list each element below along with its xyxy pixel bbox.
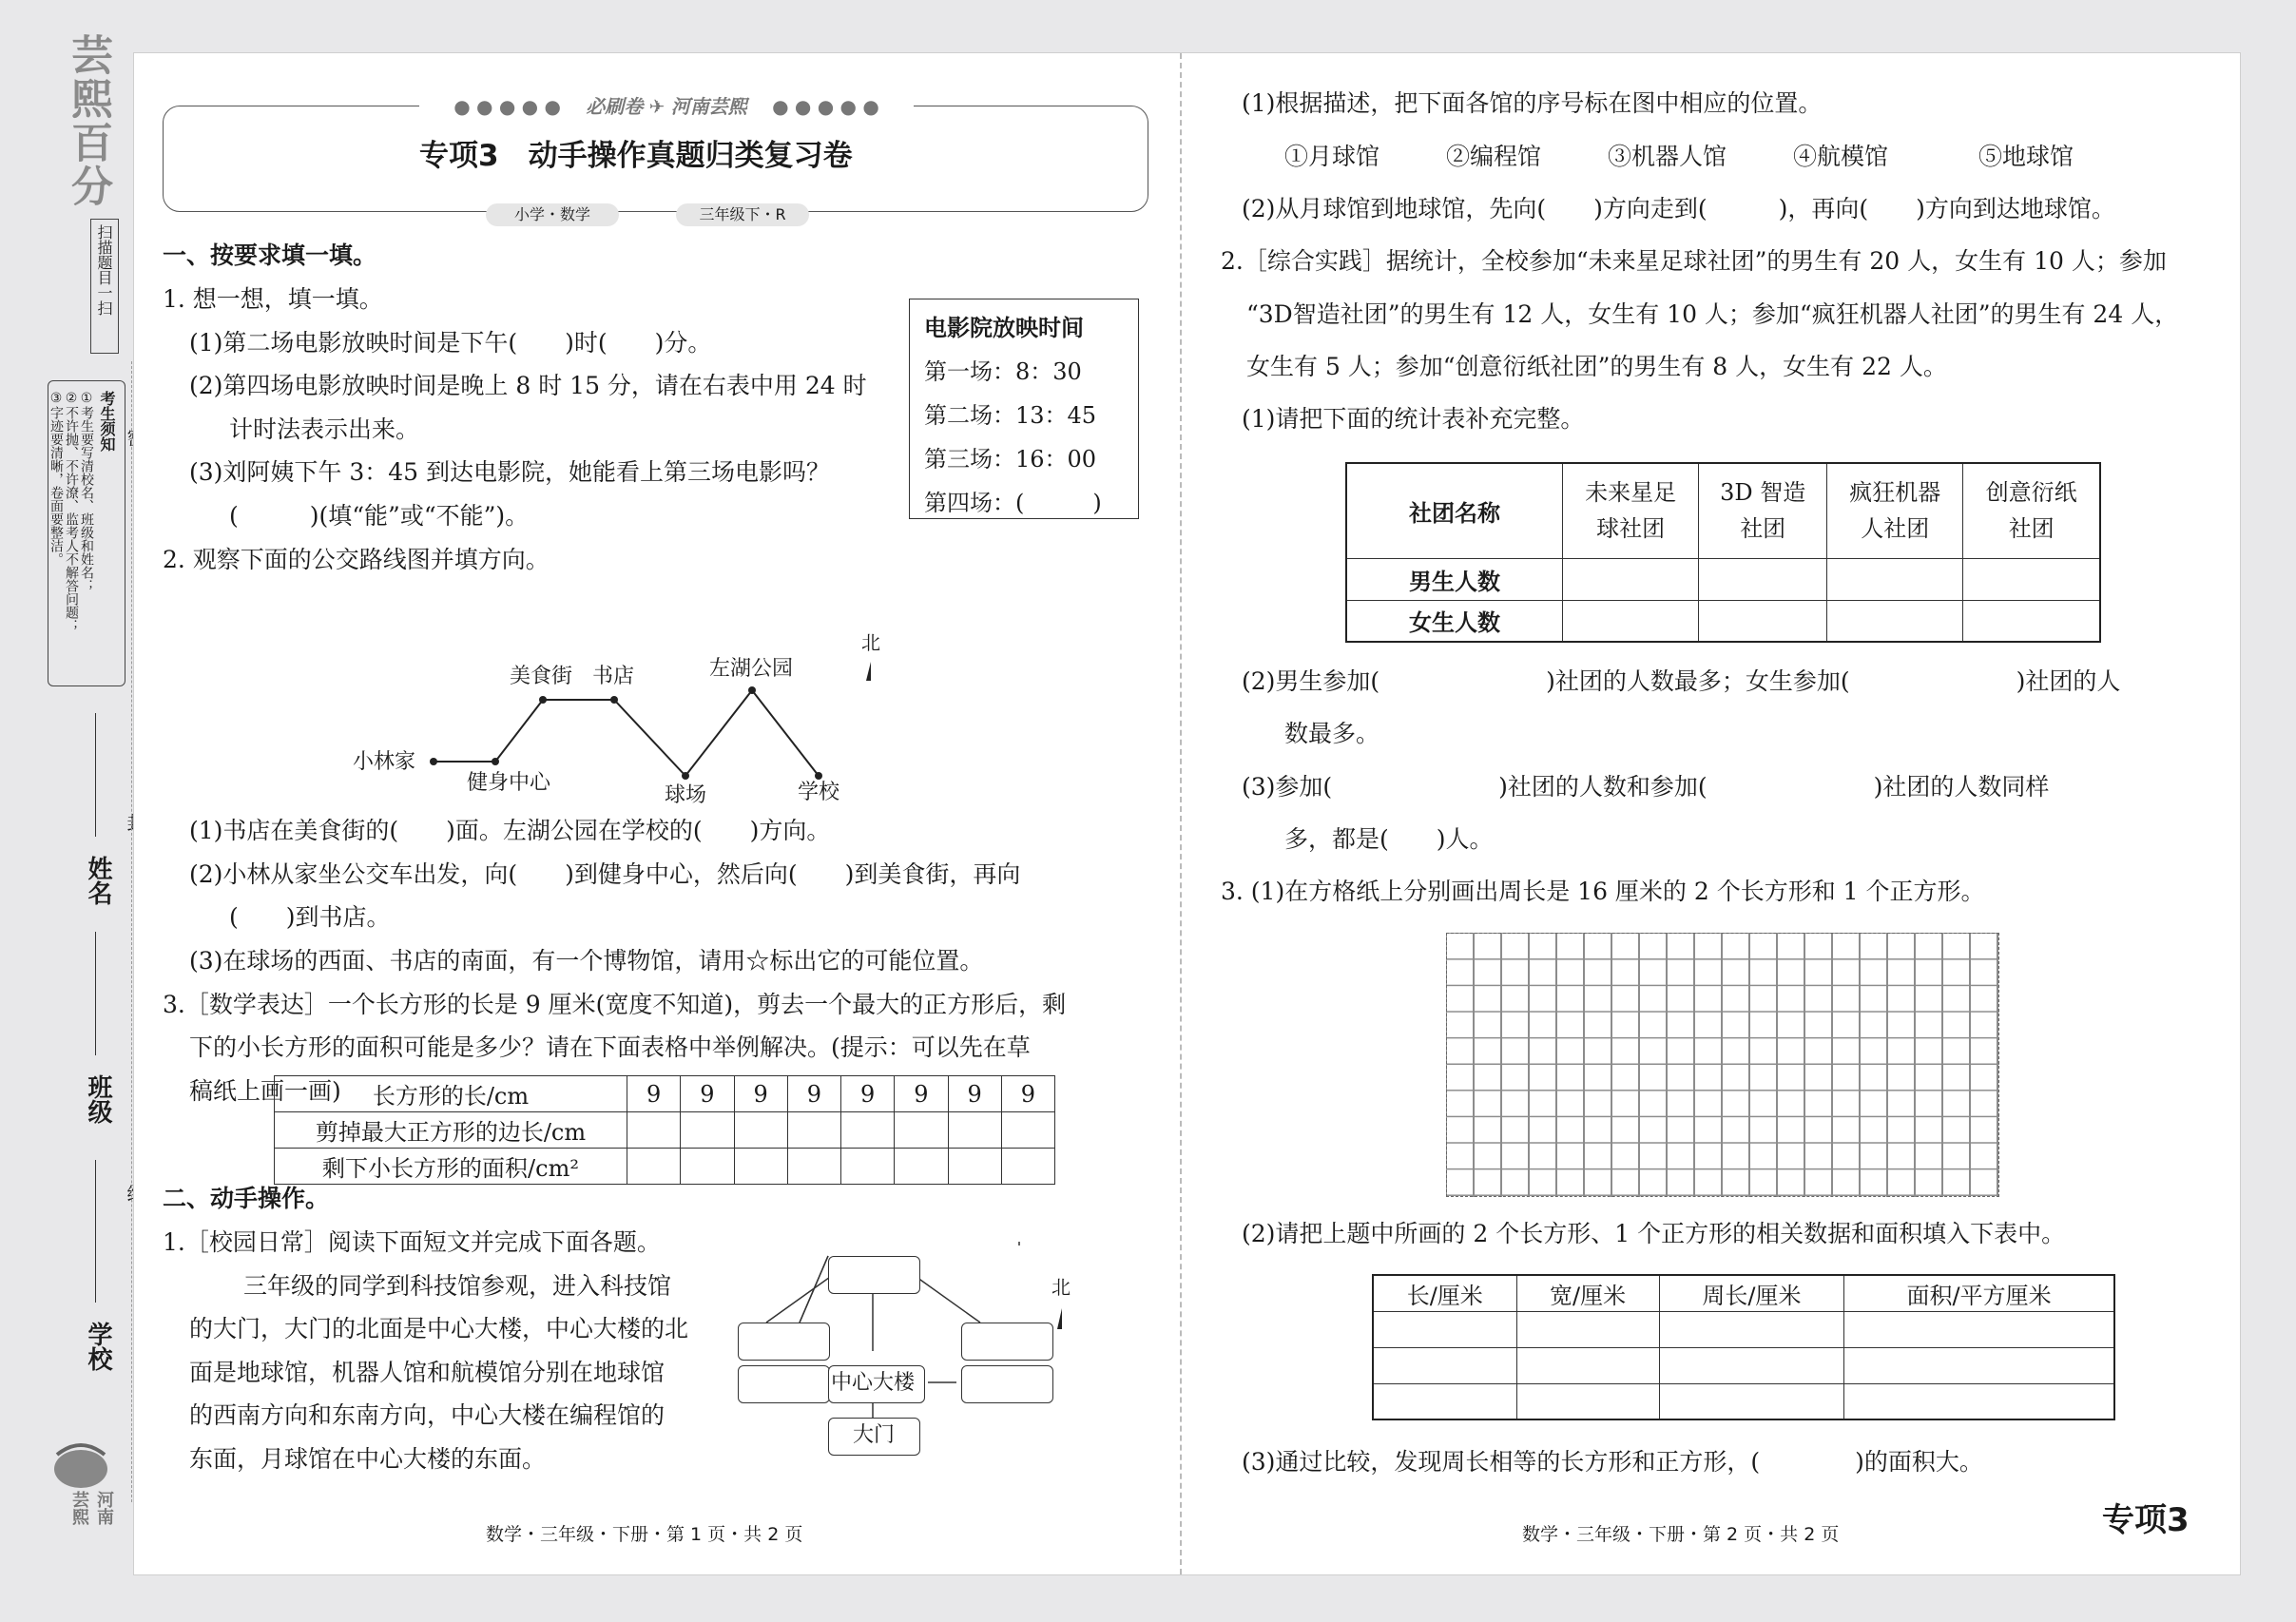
name-field-line[interactable] [95, 713, 96, 837]
topic-badge: 专项3 [2102, 1501, 2190, 1539]
table-row [1346, 463, 2100, 558]
q3-line-b: 下的小长方形的面积可能是多少？请在下面表格中举例解决。(提示：可以先在草 [189, 1033, 1031, 1061]
answer-cell[interactable] [1827, 600, 1963, 642]
q1-part-2a: (2)第四场电影放映时间是晚上 8 时 15 分，请在右表中用 24 时 [189, 372, 867, 399]
row-label-remaining-area: 剩下小长方形的面积/cm² [275, 1149, 627, 1185]
q2-part-2a: (2)小林从家坐公交车出发，向( )到健身中心，然后向( )到美食街，再向 [189, 860, 1021, 888]
row-girls: 女生人数 [1346, 600, 1563, 642]
answer-cell[interactable] [1699, 600, 1827, 642]
answer-cell[interactable] [1516, 1311, 1659, 1347]
subject-tag: 小学・数学 [486, 203, 619, 226]
answer-cell[interactable] [734, 1149, 787, 1185]
hall-1: ①月球馆 [1284, 143, 1380, 170]
table-row [1346, 558, 2100, 600]
p1-line-4: 的西南方向和东南方向，中心大楼在编程馆的 [189, 1401, 666, 1429]
table-row [1373, 1311, 2114, 1347]
scan-label: 扫描题目一扫 [95, 224, 113, 316]
answer-cell[interactable] [1659, 1311, 1844, 1347]
club-name-2b: 社团 [1740, 515, 1786, 543]
hall-box-east-upper[interactable] [961, 1323, 1053, 1361]
north-arrow-icon [866, 662, 871, 681]
vertical-logo: 芸熙百分 [64, 33, 112, 208]
answer-cell[interactable] [1516, 1347, 1659, 1383]
school-field-line[interactable] [95, 1160, 96, 1303]
notice-line-3: ③字迹要清晰，卷面要整洁。 [48, 391, 64, 566]
r1-part-2: (2)从月球馆到地球馆，先向( )方向走到( )，再向( )方向到达地球馆。 [1242, 195, 2115, 222]
table-row [1373, 1275, 2114, 1311]
answer-cell[interactable] [1001, 1149, 1054, 1185]
hall-box-west-upper[interactable] [738, 1323, 830, 1361]
scan-box [90, 219, 119, 354]
hall-3: ③机器人馆 [1608, 143, 1727, 170]
club-name-cell [1563, 463, 1699, 558]
table-row [1373, 1383, 2114, 1419]
row-boys: 男生人数 [1346, 558, 1563, 600]
stop-zuohu: 左湖公园 [709, 657, 794, 681]
stop-jianshen: 健身中心 [467, 771, 551, 795]
p1-line-3: 面是地球馆，机器人馆和航模馆分别在地球馆 [189, 1359, 666, 1386]
answer-cell[interactable] [627, 1149, 681, 1185]
answer-cell[interactable] [948, 1149, 1001, 1185]
club-name-cell [1827, 463, 1963, 558]
answer-cell[interactable] [1963, 600, 2100, 642]
class-field-label: 班级 [84, 1074, 112, 1124]
binding-gutter [38, 19, 133, 1578]
answer-cell[interactable] [627, 1112, 681, 1149]
dashed-seal-line [131, 361, 132, 1502]
length-cell: 9 [627, 1076, 681, 1112]
answer-cell[interactable] [734, 1112, 787, 1149]
stop-dot [539, 696, 547, 704]
schedule-row-4: 第四场：( ) [924, 490, 1102, 516]
q1-part-3a: (3)刘阿姨下午 3：45 到达电影院，她能看上第三场电影吗？ [189, 458, 831, 486]
hall-4: ④航模馆 [1793, 143, 1889, 170]
club-name-1a: 未来星足 [1585, 479, 1677, 507]
grid-q-part-3: (3)通过比较，发现周长相等的长方形和正方形，( )的面积大。 [1242, 1448, 1983, 1476]
q2-title: 2. 观察下面的公交路线图并填方向。 [163, 546, 550, 573]
length-cell: 9 [681, 1076, 734, 1112]
stop-shudian: 书店 [592, 665, 635, 688]
stop-qiuchang: 球场 [665, 783, 707, 807]
table-row [275, 1112, 1055, 1149]
club-name-1b: 球社团 [1596, 515, 1666, 543]
hall-box-top[interactable] [1018, 1244, 1020, 1245]
stop-dot [430, 758, 437, 765]
p1-line-1: 三年级的同学到科技馆参观，进入科技馆 [243, 1272, 672, 1300]
q1-part-1: (1)第二场电影放映时间是下午( )时( )分。 [189, 329, 712, 357]
exam-sheet [133, 52, 2241, 1575]
stop-dot [492, 758, 499, 765]
museum-map [743, 1242, 1161, 1498]
school-field-label: 学校 [84, 1322, 112, 1371]
publisher-logo [48, 1436, 114, 1531]
answer-cell[interactable] [1844, 1311, 2114, 1347]
name-field-label: 姓名 [84, 856, 112, 905]
club-q-part-2a: (2)男生参加( )社团的人数最多；女生参加( )社团的人 [1242, 667, 2121, 695]
header-perimeter: 周长/厘米 [1659, 1275, 1844, 1311]
q1-title: 1. 想一想，填一填。 [163, 285, 383, 313]
answer-cell[interactable] [841, 1112, 895, 1149]
club-q-part-3b: 多，都是( )人。 [1284, 825, 1494, 853]
north-label: 北 [861, 631, 880, 654]
schedule-box [909, 299, 1139, 519]
club-q-part-1: (1)请把下面的统计表补充完整。 [1242, 405, 1585, 433]
club-name-cell [1963, 463, 2100, 558]
row-label-square-side: 剪掉最大正方形的边长/cm [275, 1112, 627, 1149]
p1-line-5: 东面，月球馆在中心大楼的东面。 [189, 1445, 547, 1473]
q2-part-3: (3)在球场的西面、书店的南面，有一个博物馆，请用☆标出它的可能位置。 [189, 947, 984, 975]
club-q-line-b: “3D智造社团”的男生有 12 人，女生有 10 人；参加“疯狂机器人社团”的男生有 24 人， [1246, 300, 2179, 328]
answer-cell[interactable] [1373, 1383, 1516, 1419]
club-q-part-2b: 数最多。 [1284, 720, 1380, 747]
length-cell: 9 [841, 1076, 895, 1112]
publisher-logo-icon [48, 1436, 114, 1493]
q2-part-2b: ( )到书店。 [229, 903, 391, 931]
page-title: 专项3 动手操作真题归类复习卷 [419, 139, 853, 173]
answer-cell[interactable] [1844, 1347, 2114, 1383]
q3-line-c: 稿纸上画一画) [189, 1077, 341, 1105]
notice-line-1: ①考生要写清校名、班级和姓名； [79, 391, 94, 592]
rect-table [274, 1075, 1055, 1185]
club-name-cell [1699, 463, 1827, 558]
answer-cell[interactable] [1516, 1383, 1659, 1419]
header-area: 面积/平方厘米 [1844, 1275, 2114, 1311]
answer-cell[interactable] [1844, 1383, 2114, 1419]
center-building-label: 中心大楼 [831, 1371, 916, 1395]
grid-q-part-1: 3. (1)在方格纸上分别画出周长是 16 厘米的 2 个长方形和 1 个正方形。 [1221, 878, 1985, 905]
header-width: 宽/厘米 [1516, 1275, 1659, 1311]
north-arrow-icon [1057, 1308, 1062, 1329]
left-footer: 数学・三年级・下册・第 1 页・共 2 页 [486, 1524, 803, 1545]
table-row [1346, 600, 2100, 642]
answer-cell[interactable] [895, 1112, 948, 1149]
notice-title: 考生须知 [98, 391, 116, 452]
stop-xuexiao: 学校 [798, 781, 840, 804]
graph-paper[interactable] [1446, 933, 1999, 1197]
hall-5: ⑤地球馆 [1978, 143, 2074, 170]
center-building-box [828, 1365, 925, 1403]
hall-box-top-center[interactable] [828, 1256, 920, 1294]
stop-meishijie: 美食街 [510, 665, 573, 688]
publisher-logo-text: 河南芸熙 [69, 1491, 114, 1525]
stop-dot [748, 686, 756, 694]
answer-cell[interactable] [1563, 558, 1699, 600]
club-q-line-c: 女生有 5 人；参加“创意衍纸社团”的男生有 8 人，女生有 22 人。 [1246, 353, 1947, 380]
hall-box-east-lower[interactable] [961, 1365, 1053, 1403]
p1-head: 1.［校园日常］阅读下面短文并完成下面各题。 [163, 1228, 661, 1256]
publisher-strip: ● ● ● ● ● 必刷卷 ✈ 河南芸熙 ● ● ● ● ● [419, 91, 914, 120]
hall-2: ②编程馆 [1446, 143, 1542, 170]
q1-part-3b: ( )(填“能”或“不能”)。 [229, 502, 530, 530]
header-length: 长/厘米 [1373, 1275, 1516, 1311]
notice-box [48, 380, 125, 686]
publisher-mark: 必刷卷 [586, 95, 644, 118]
schedule-row-2: 第二场：13：45 [924, 402, 1097, 429]
answer-cell[interactable] [1963, 558, 2100, 600]
table-row [275, 1149, 1055, 1185]
row-label-length: 长方形的长/cm [275, 1076, 627, 1112]
club-name-3a: 疯狂机器 [1849, 479, 1941, 507]
gate-label: 大门 [853, 1423, 896, 1447]
r1-part-1: (1)根据描述，把下面各馆的序号标在图中相应的位置。 [1242, 89, 1823, 117]
schedule-row-3: 第三场：16：00 [924, 446, 1097, 473]
q2-part-1: (1)书店在美食街的( )面。左湖公园在学校的( )方向。 [189, 817, 831, 844]
answer-cell[interactable] [1659, 1347, 1844, 1383]
schedule-row-1: 第一场：8：30 [924, 358, 1082, 385]
grid-q-part-2: (2)请把上题中所画的 2 个长方形、1 个正方形的相关数据和面积填入下表中。 [1242, 1220, 2066, 1247]
length-cell: 9 [948, 1076, 1001, 1112]
length-cell: 9 [787, 1076, 840, 1112]
answer-cell[interactable] [787, 1149, 840, 1185]
right-footer: 数学・三年级・下册・第 2 页・共 2 页 [1522, 1524, 1840, 1545]
club-q-line-a: 2.［综合实践］据统计，全校参加“未来星足球社团”的男生有 20 人，女生有 10 人；参加 [1221, 247, 2167, 275]
answer-cell[interactable] [1659, 1383, 1844, 1419]
museum-north-label: 北 [1052, 1276, 1071, 1299]
class-field-line[interactable] [95, 932, 96, 1055]
answer-cell[interactable] [1001, 1112, 1054, 1149]
gate-box [828, 1418, 920, 1456]
table-row [275, 1076, 1055, 1112]
club-name-2a: 3D 智造 [1720, 479, 1806, 507]
p1-line-2: 的大门，大门的北面是中心大楼，中心大楼的北 [189, 1315, 689, 1342]
measure-table [1372, 1274, 2115, 1420]
club-head: 社团名称 [1346, 463, 1563, 558]
length-cell: 9 [1001, 1076, 1054, 1112]
page-divider [1180, 53, 1182, 1574]
answer-cell[interactable] [1563, 600, 1699, 642]
stop-xiaolinjia: 小林家 [353, 750, 416, 774]
section-2-title: 二、动手操作。 [163, 1185, 330, 1212]
club-q-part-3a: (3)参加( )社团的人数和参加( )社团的人数同样 [1242, 773, 2050, 801]
club-name-3b: 人社团 [1861, 515, 1930, 543]
club-name-4a: 创意衍纸 [1985, 479, 2077, 507]
club-name-4b: 社团 [2008, 515, 2055, 543]
answer-cell[interactable] [681, 1149, 734, 1185]
q1-part-2b: 计时法表示出来。 [229, 415, 420, 443]
notice-line-2: ②不许抛、不许潦、监考人不解答问题； [64, 391, 79, 632]
hall-box-earth[interactable] [1018, 1242, 1020, 1244]
answer-cell[interactable] [1699, 558, 1827, 600]
grade-tag: 三年级下・R [676, 203, 809, 226]
publisher-name: 河南芸熙 [670, 95, 747, 118]
answer-cell[interactable] [841, 1149, 895, 1185]
length-cell: 9 [734, 1076, 787, 1112]
stop-dot [610, 696, 618, 704]
answer-cell[interactable] [895, 1149, 948, 1185]
club-table [1345, 462, 2101, 643]
table-row [1373, 1347, 2114, 1383]
schedule-title: 电影院放映时间 [924, 315, 1084, 341]
bus-route-map [353, 586, 923, 814]
answer-cell[interactable] [1827, 558, 1963, 600]
hall-box-west-lower[interactable] [738, 1365, 830, 1403]
answer-cell[interactable] [681, 1112, 734, 1149]
answer-cell[interactable] [787, 1112, 840, 1149]
answer-cell[interactable] [1373, 1311, 1516, 1347]
answer-cell[interactable] [948, 1112, 1001, 1149]
answer-cell[interactable] [1373, 1347, 1516, 1383]
q3-line-a: 3.［数学表达］一个长方形的长是 9 厘米(宽度不知道)，剪去一个最大的正方形后，剩 [163, 991, 1067, 1018]
length-cell: 9 [895, 1076, 948, 1112]
section-1-title: 一、按要求填一填。 [163, 241, 377, 269]
